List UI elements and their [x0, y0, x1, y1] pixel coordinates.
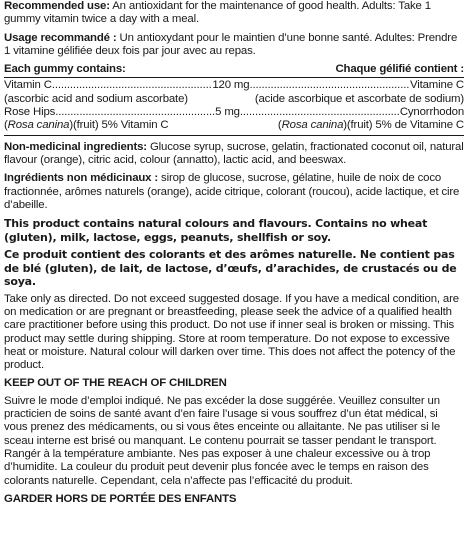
recommended-use-en — [4, 0, 464, 27]
supplement-label — [4, 0, 464, 506]
rose-hips-sub-row — [4, 119, 464, 132]
rose-hips-row — [4, 106, 464, 119]
keep-out-of-reach-en: KEEP OUT OF THE REACH OF CHILDREN — [4, 377, 227, 390]
recommended-use-fr-text: Un antioxydant pour le maintien d’une bonne santé. Adultes: Prendre 1 vitamine gélifiée deux fois par jour avec au repas. — [4, 31, 458, 57]
rose-hips-source-fr-rest: )(fruit) 5% de Vitamine C — [343, 119, 464, 132]
allergen-statement-fr: Ce produit contient des colorants et des arômes naturelle. Ne contient pas de blé (gluten), de lait, de lactose, d’œufs, d’arachides, de crustacés ou de soya. — [4, 248, 457, 289]
leader-dots — [55, 106, 215, 119]
vitamin-c-name-fr: Vitamine C — [409, 79, 464, 92]
rose-hips-latin-en: Rosa canina — [7, 119, 70, 132]
chaque-gelifie-heading: Chaque gélifié contient : — [335, 63, 464, 76]
rose-hips-source-fr: (Rosa canina)(fruit) 5% de Vitamine C — [277, 119, 464, 132]
rose-hips-name-en: Rose Hips — [4, 106, 56, 119]
allergen-statement-en: This product contains natural colours and flavours. Contains no wheat (gluten), milk, lactose, eggs, peanuts, shellfish or soy. — [4, 217, 428, 244]
rose-hips-source-en-rest: )(fruit) 5% Vitamin C — [69, 119, 169, 132]
non-medicinal-en-text: Glucose syrup, sucrose, gelatin, fractionated coconut oil, natural flavour (orange), citric acid, colour (annatto), lactic acid, and beeswax. — [4, 140, 464, 166]
leader-dots — [249, 79, 410, 92]
header-divider — [4, 77, 464, 78]
leader-dots — [240, 106, 400, 119]
recommended-use-fr — [4, 32, 464, 59]
each-gummy-contains-heading: Each gummy contains: — [4, 63, 126, 76]
ingredients-table — [4, 63, 464, 135]
non-medicinal-fr-label: Ingrédients non médicinaux : — [4, 172, 159, 185]
rose-hips-source-en: (Rosa canina)(fruit) 5% Vitamin C — [4, 119, 169, 132]
vitamin-c-name-en: Vitamin C — [4, 79, 52, 92]
leader-dots — [52, 79, 213, 92]
warning-en: Take only as directed. Do not exceed suggested dosage. If you have a medical condition, are on medication or are pregnant or breastfeeding, please seek the advice of a qualified health care practitioner before using this product. Do not use if inner seal is broken or missing. This product may settle during shipping. Store at room temperature. Do not expose to excessive heat or moisture. Natural colour will darken over time. This does not affect the potency of the product. — [4, 292, 459, 372]
rose-hips-latin-fr: Rosa canina — [281, 119, 344, 132]
vitamin-c-sub-row — [4, 93, 464, 106]
table-bottom-divider — [4, 135, 464, 136]
rose-hips-name-fr: Cynorrhodon — [399, 106, 465, 119]
recommended-use-fr-label: Usage recommandé : — [4, 31, 117, 44]
non-medicinal-fr — [4, 172, 464, 212]
rose-hips-amount: 5 mg — [215, 106, 240, 119]
vitamin-c-amount: 120 mg — [212, 79, 250, 92]
vitamin-c-source-fr: (acide ascorbique et ascorbate de sodium) — [254, 92, 464, 105]
non-medicinal-en-label: Non-medicinal ingredients: — [4, 140, 147, 153]
non-medicinal-en — [4, 141, 464, 168]
keep-out-of-reach-fr: GARDER HORS DE PORTÉE DES ENFANTS — [4, 492, 237, 505]
recommended-use-en-label: Recommended use: — [4, 0, 110, 12]
recommended-use-en-text: An antioxidant for the maintenance of good health. Adults: Take 1 gummy vitamin twice a day with a meal. — [4, 0, 431, 26]
vitamin-c-row — [4, 79, 464, 92]
warning-fr: Suivre le mode d’emploi indiqué. Ne pas excéder la dose suggérée. Veuillez consulter un practicien de soins de santé avant d’en faire l’usage si vous souffrez d’un état médical, si vous prenez des médicaments, ou si vous êtes enceinte ou allaitante. Ne pas utiliser si le sceau interne est brisé ou manquant. Le contenu pourrait se tasser pendant le transport. Rangér à la température ambiante. Nes pas exposer à une chaleur excessive ou à trop d’humidite. La couleur du produit peut devenir plus foncée avec le temps en raison des colorants naturelle. Cependant, cela n’affecte pas l’efficacité du produit. — [4, 394, 441, 487]
non-medicinal-fr-text: sirop de glucose, sucrose, gélatine, huile de noix de coco fractionnée, arômes naturels (orange), acide citrique, colorant (roucou), acide lactique, et cire d’abeille. — [4, 172, 460, 211]
vitamin-c-source-en: (ascorbic acid and sodium ascorbate) — [4, 92, 188, 105]
ingredients-table-header — [4, 63, 464, 76]
